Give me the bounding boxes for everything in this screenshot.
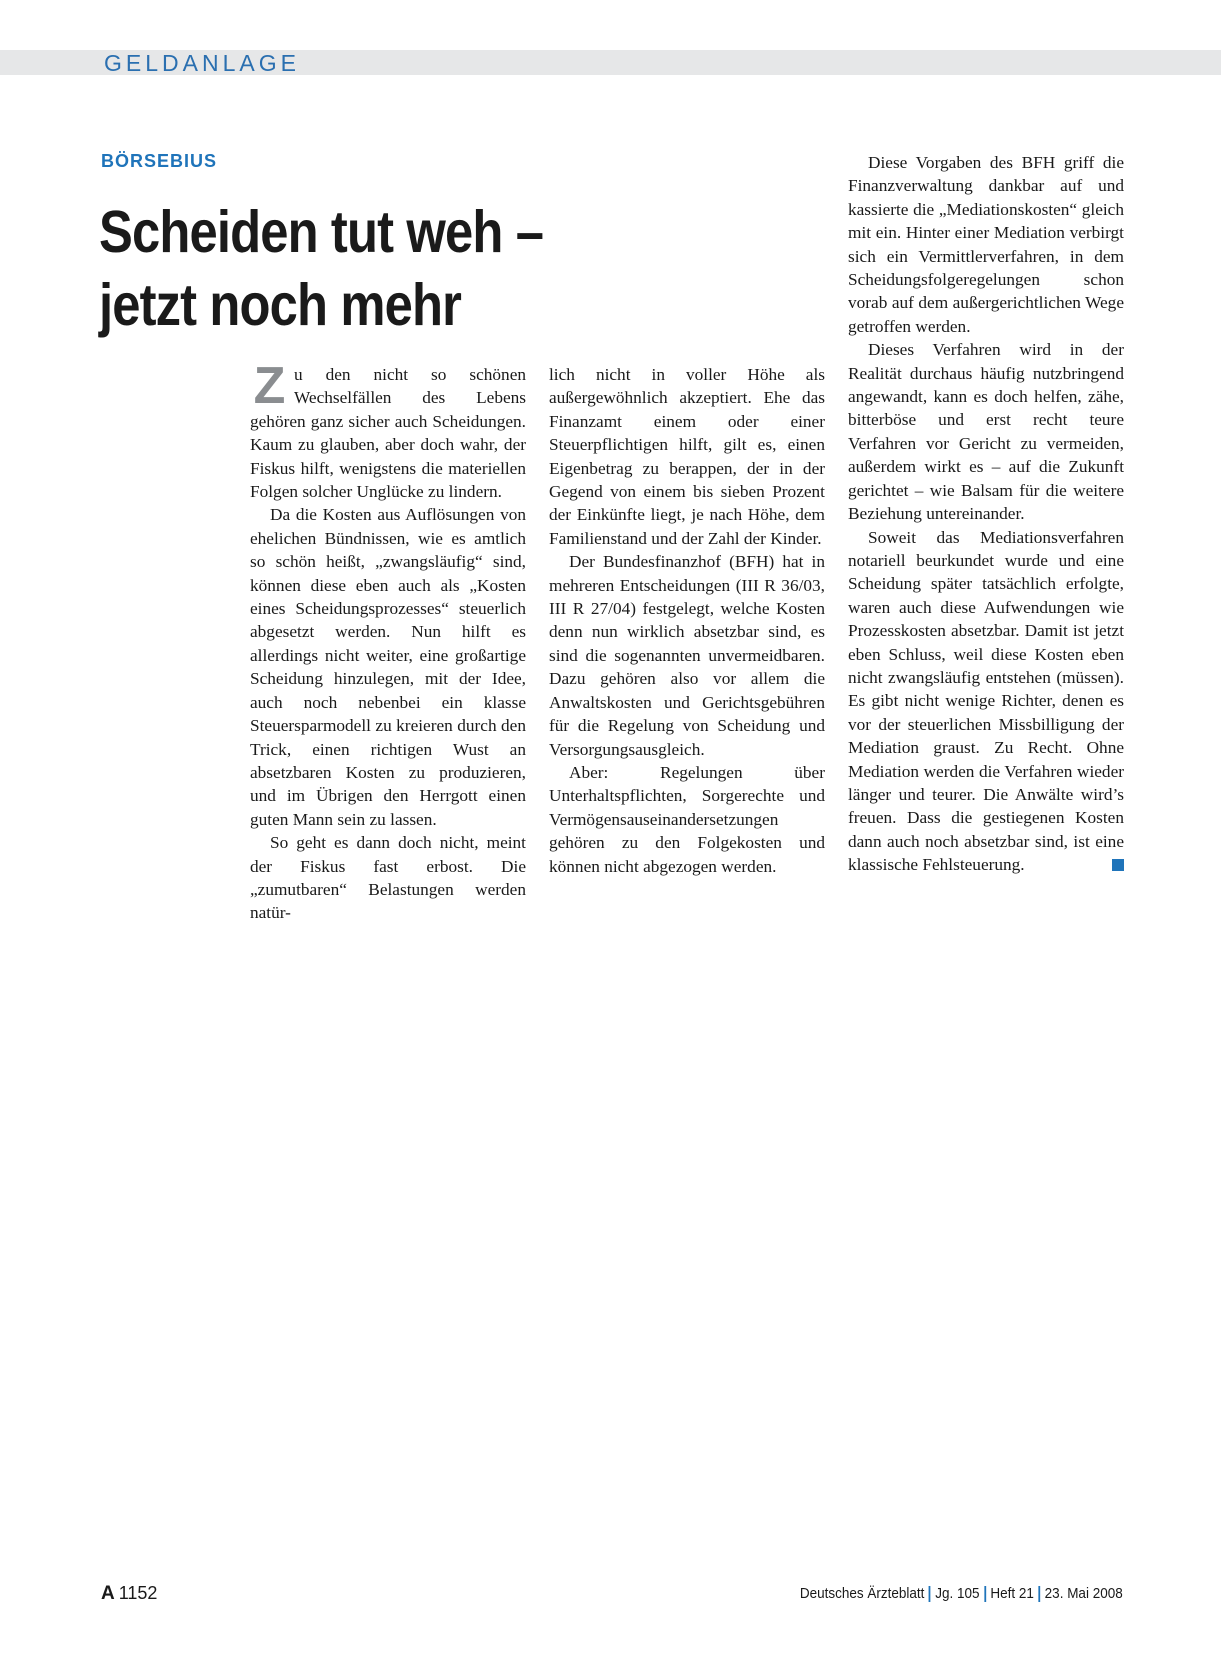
page-number: [101, 1583, 157, 1605]
paragraph: Da die Kosten aus Auflösungen von ehelichen Bündnissen, wie es amtlich so schön heißt, „zwangsläufig“ sind, können diese eben auch als „Kosten eines Scheidungsprozesses“ steuerlich abgesetzt werden. Nun hilft es allerdings nicht weiter, eine großartige Scheidung hinzulegen, mit der Idee, auch noch nebenbei ein klasse Steuersparmodell zu kreieren durch den Trick, einen richtigen Wust an absetzbaren Kosten zu produzieren, und im Übrigen den Herrgott einen guten Mann sein zu lassen.: [250, 505, 526, 829]
headline-line-1: Scheiden tut weh –: [99, 199, 544, 265]
paragraph: [250, 357, 526, 503]
journal-volume: Jg. 105: [935, 1585, 980, 1602]
page-number-value: 1152: [118, 1583, 158, 1603]
paragraph: Der Bundesfinanzhof (BFH) hat in mehreren Entscheidungen (III R 36/03, III R 27/04) festgelegt, welche Kosten denn nun wirklich absetzbar sind, es sind die sogenannten unvermeidbaren. Dazu gehören also vor allem die Anwaltskosten und Gerichtsgebühren für die Regelung von Scheidung und Versorgungsausgleich.: [549, 552, 825, 759]
paragraph: Aber: Regelungen über Unterhaltspflichten, Sorgerechte und Vermögensauseinandersetzungen gehören zu den Folgekosten und können nicht abgezogen werden.: [549, 762, 825, 876]
headline-line-2: jetzt noch mehr: [99, 272, 462, 338]
paragraph-text: u den nicht so schönen Wechselfällen des Lebens gehören ganz sicher auch Scheidungen. Kaum zu glauben, aber doch wahr, der Fiskus hilft, wenigstens die materiellen Folgen solcher Unglücke zu lindern.: [250, 365, 526, 502]
journal-date: 23. Mai 2008: [1044, 1585, 1123, 1602]
article-column-3: [848, 151, 1124, 877]
section-label: GELDANLAGE: [104, 50, 300, 76]
article-column-1: [250, 357, 526, 925]
paragraph: Dieses Verfahren wird in der Realität durchaus häufig nutzbringend angewandt, kann es doch helfen, zähe, bitterböse und erst recht teure Verfahren vor Gericht zu vermeiden, außerdem wirkt es – auf die Zukunft gerichtet – wie Balsam für die weitere Beziehung untereinander.: [848, 340, 1124, 524]
article-headline: [99, 196, 581, 342]
journal-citation: [800, 1585, 1123, 1602]
drop-cap: Z: [253, 357, 286, 415]
paragraph: [848, 526, 1124, 877]
paragraph-text: Soweit das Mediationsverfahren notariell beurkundet wurde und eine Scheidung später tatsächlich erfolgte, waren auch diese Aufwendungen wie Prozesskosten absetzbar. Damit ist jetzt eben Schluss, weil diese Kosten eben nicht zwangsläufig entstehen (müssen). Es gibt nicht wenige Richter, denen es vor der steuerlichen Missbilligung der Mediation graust. Zu Recht. Ohne Mediation werden die Verfahren wieder länger und teurer. Die Anwälte wird’s freuen. Dass die gestiegenen Kosten dann auch noch absetzbar sind, ist eine klassische Fehlsteuerung.: [848, 527, 1124, 875]
end-of-article-icon: [1112, 859, 1124, 871]
journal-issue: Heft 21: [990, 1585, 1035, 1602]
paragraph: So geht es dann doch nicht, meint der Fiskus fast erbost. Die „zumutbaren“ Belastungen werden natür-: [250, 833, 526, 923]
separator: [1039, 1586, 1041, 1602]
paragraph: lich nicht in voller Höhe als außergewöhnlich akzeptiert. Ehe das Finanzamt einem oder einer Steuerpflichtigen hilft, gilt es, einen Eigenbetrag zu berappen, der in der Gegend von einem bis sieben Prozent der Einkünfte liegt, je nach Höhe, dem Familienstand und der Zahl der Kinder.: [549, 365, 825, 548]
article-kicker: BÖRSEBIUS: [101, 151, 218, 171]
page-prefix: A: [101, 1583, 115, 1604]
article-column-2: [549, 363, 825, 878]
journal-name: Deutsches Ärzteblatt: [800, 1585, 925, 1602]
paragraph: Diese Vorgaben des BFH griff die Finanzverwaltung dankbar auf und kassierte die „Mediationskosten“ gleich mit ein. Hinter einer Mediation verbirgt sich ein Vermittlerverfahren, in dem Scheidungsfolgeregelungen schon vorab auf dem außergerichtlichen Wege getroffen werden.: [848, 153, 1124, 336]
separator: [929, 1586, 931, 1602]
separator: [984, 1586, 986, 1602]
